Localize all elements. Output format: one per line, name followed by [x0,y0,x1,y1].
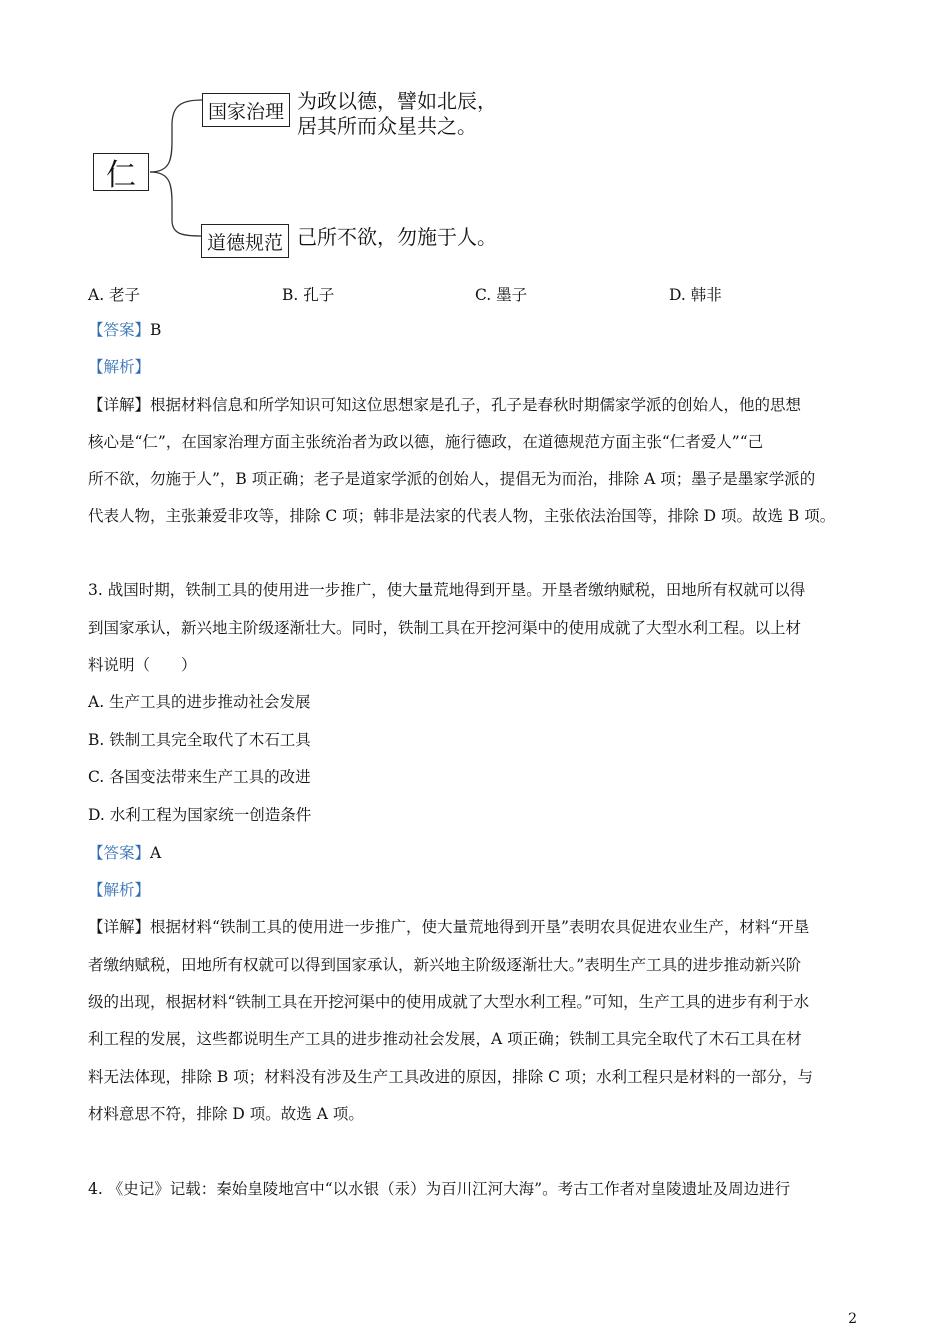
q3-option-d: D. 水利工程为国家统一创造条件 [88,806,312,824]
q2-detail-line: 核心是“仁”，在国家治理方面主张统治者为政以德，施行德政，在道德规范方面主张“仁者爱人”“己 [88,433,764,451]
q2-analysis-tag: 【解析】 [88,358,151,376]
q3-stem-line: 料说明（ ） [88,656,197,674]
q2-option-b: B. 孔子 [282,286,335,304]
q3-answer [88,841,161,863]
q2-option-d: D. 韩非 [669,286,722,304]
quote-line: 居其所而众星共之。 [297,114,477,138]
quote-governance [297,89,497,139]
q2-option-c: C. 墨子 [475,286,528,304]
answer-tag: 【答案】 [88,321,151,339]
ren-diagram [0,0,950,280]
detail-tag: 【详解】 [88,918,151,936]
q3-option-b: B. 铁制工具完全取代了木石工具 [88,731,311,749]
branch-box-morality [201,224,289,258]
page-number: 2 [848,1311,857,1327]
q2-answer [88,318,161,340]
detail-text: 根据材料“铁制工具的使用进一步推广，使大量荒地得到开垦”表明农具促进农业生产，材料“开垦 [150,918,810,936]
detail-tag: 【详解】 [88,396,151,414]
q3-detail-line: 者缴纳赋税，田地所有权就可以得到国家承认，新兴地主阶级逐渐壮大。”表明生产工具的进步推动新兴阶 [88,956,802,974]
q4-stem-line: 4. 《史记》记载：秦始皇陵地宫中“以水银（汞）为百川江河大海”。考古工作者对皇陵遗址及周边进行 [88,1180,791,1198]
q3-detail-line: 级的出现，根据材料“铁制工具在开挖河渠中的使用成就了大型水利工程。”可知，生产工具的进步有利于水 [88,993,810,1011]
q3-stem-line: 3. 战国时期，铁制工具的使用进一步推广，使大量荒地得到开垦。开垦者缴纳赋税，田地所有权就可以得 [88,581,806,599]
quote-morality [297,225,497,250]
q2-detail-line: 所不欲，勿施于人”，B 项正确；老子是道家学派的创始人，提倡无为而治，排除 A 项；墨子是墨家学派的 [88,470,816,488]
answer-tag: 【答案】 [88,844,151,862]
q3-detail-line: 利工程的发展，这些都说明生产工具的进步推动社会发展，A 项正确；铁制工具完全取代了木石工具在材 [88,1030,802,1048]
q3-stem-line: 到国家承认，新兴地主阶级逐渐壮大。同时，铁制工具在开挖河渠中的使用成就了大型水利工程。以上材 [88,619,802,637]
q3-detail-line: 料无法体现，排除 B 项；材料没有涉及生产工具改进的原因，排除 C 项；水利工程只是材料的一部分，与 [88,1068,813,1086]
q3-detail-line [88,915,809,937]
q3-option-a: A. 生产工具的进步推动社会发展 [88,693,311,711]
q3-detail-line: 材料意思不符，排除 D 项。故选 A 项。 [88,1105,364,1123]
center-box-ren [93,153,149,191]
branch-label-morality: 道德规范 [206,231,283,254]
center-label: 仁 [106,158,136,193]
branch-label-governance: 国家治理 [207,100,284,123]
q2-detail-line: 代表人物，主张兼爱非攻等，排除 C 项；韩非是法家的代表人物，主张依法治国等，排除 D 项。故选 B 项。 [88,507,836,525]
q2-detail-line [88,393,801,415]
q2-option-a: A. 老子 [88,286,141,304]
q3-analysis-tag: 【解析】 [88,881,151,899]
branch-box-governance [202,93,290,127]
detail-text: 根据材料信息和所学知识可知这位思想家是孔子，孔子是春秋时期儒家学派的创始人，他的思想 [150,396,802,414]
answer-value: B [150,321,162,339]
quote-line: 己所不欲，勿施于人。 [297,225,497,249]
quote-line: 为政以德，譬如北辰， [297,89,497,113]
answer-value: A [150,844,162,862]
q3-option-c: C. 各国变法带来生产工具的改进 [88,768,311,786]
